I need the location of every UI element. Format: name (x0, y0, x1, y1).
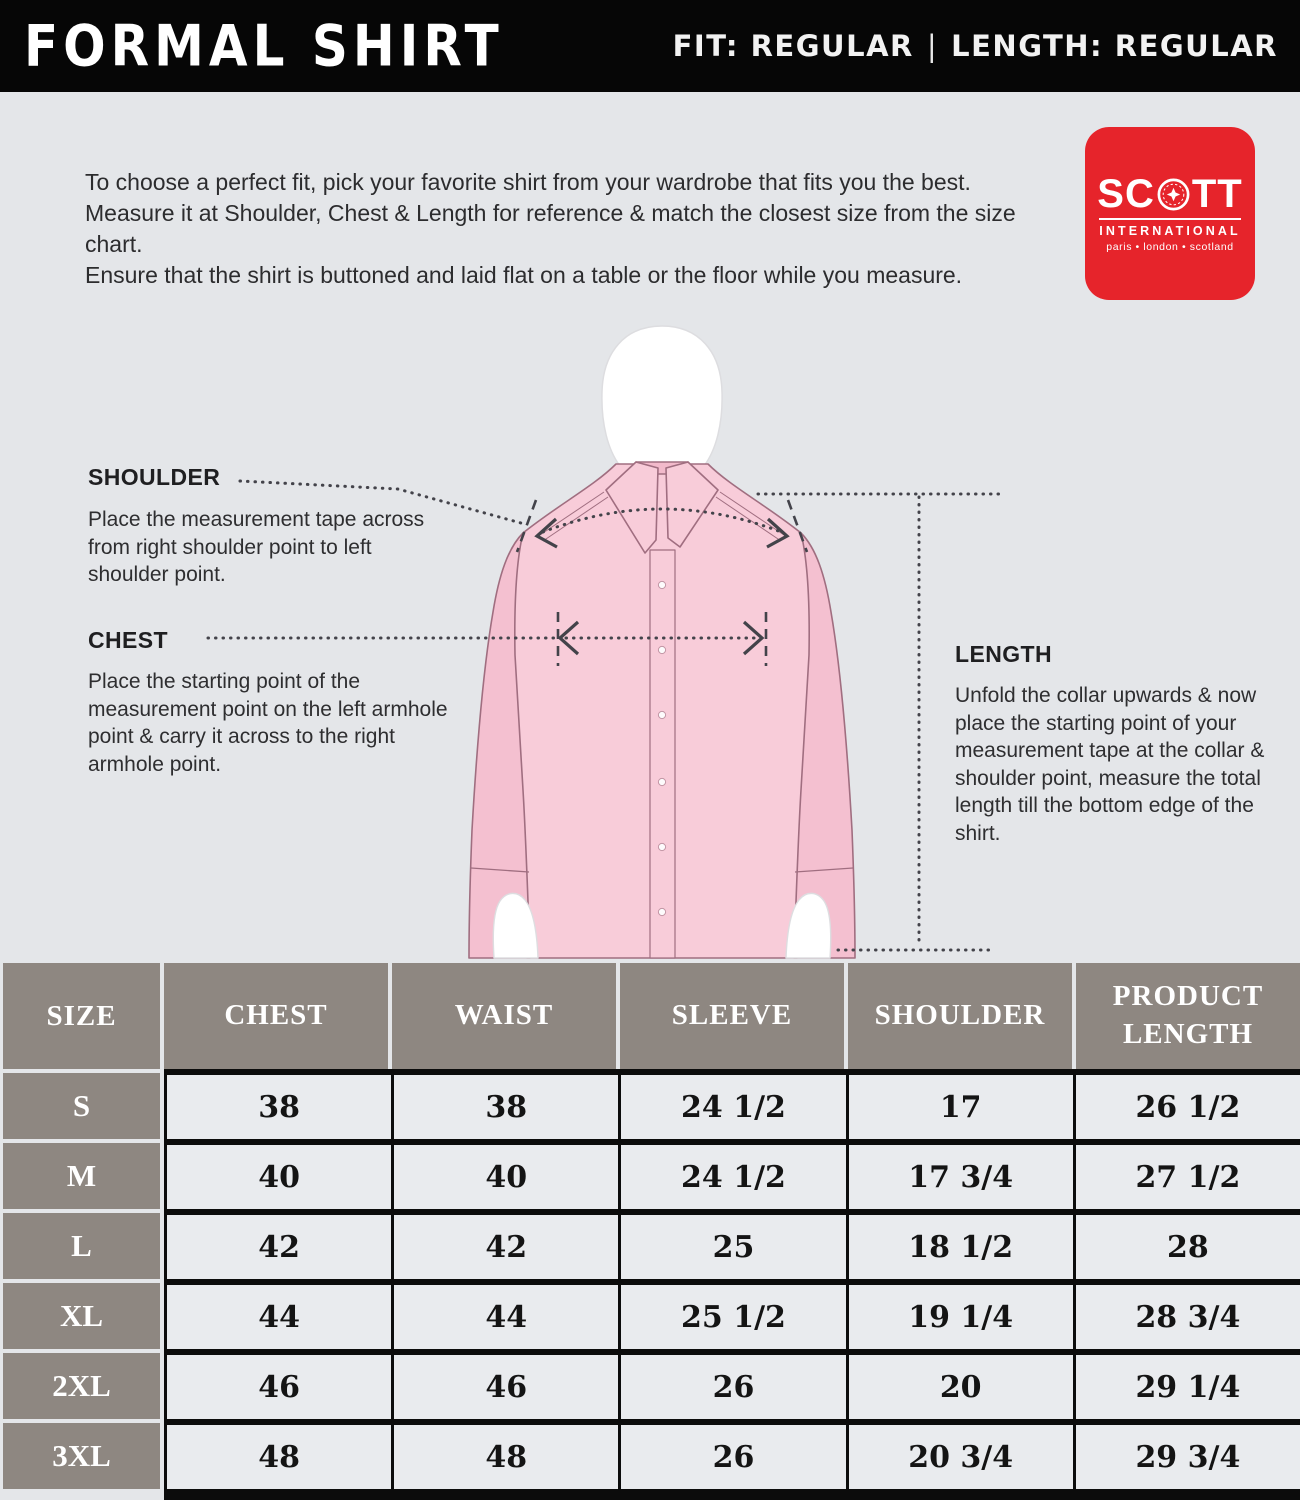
shoulder-section-description: Place the measurement tape across from right shoulder point to left shoulder point. (88, 508, 425, 586)
table-cell: 26 1/2 (1076, 1075, 1300, 1139)
table-body (164, 1069, 1300, 1500)
table-cell: 42 (394, 1215, 618, 1279)
table-cell: 28 3/4 (1076, 1285, 1300, 1349)
table-cell: 20 3/4 (849, 1425, 1073, 1489)
chest-section-title: CHEST (88, 627, 168, 653)
size-cell: M (3, 1143, 160, 1209)
table-cell: 24 1/2 (621, 1075, 845, 1139)
fit-label: FIT: REGULAR (672, 29, 914, 63)
table-cell: 29 1/4 (1076, 1355, 1300, 1419)
size-cell: 2XL (3, 1353, 160, 1419)
shirt-drawing (469, 462, 855, 958)
table-cell: 42 (167, 1215, 391, 1279)
table-cell: 24 1/2 (621, 1145, 845, 1209)
header-cell-waist: WAIST (392, 963, 616, 1069)
table-cell: 44 (394, 1285, 618, 1349)
table-cell: 48 (394, 1425, 618, 1489)
table-cell: 26 (621, 1425, 845, 1489)
table-cell: 44 (167, 1285, 391, 1349)
length-section-title: LENGTH (955, 641, 1052, 667)
size-cell: S (3, 1073, 160, 1139)
size-column (3, 963, 160, 1500)
size-cell: L (3, 1213, 160, 1279)
table-cell: 19 1/4 (849, 1285, 1073, 1349)
table-header-row (164, 963, 1300, 1069)
size-table (0, 963, 1300, 1500)
table-cell: 28 (1076, 1215, 1300, 1279)
table-cell: 29 3/4 (1076, 1425, 1300, 1489)
table-cell: 27 1/2 (1076, 1145, 1300, 1209)
table-cell: 40 (394, 1145, 618, 1209)
brand-tagline: paris • london • scotland (1106, 241, 1234, 253)
brand-post: TT (1191, 172, 1243, 216)
table-cell: 25 1/2 (621, 1285, 845, 1349)
top-bar (0, 0, 1300, 92)
header-cell-product-length: PRODUCT LENGTH (1076, 963, 1300, 1069)
brand-subtitle: INTERNATIONAL (1099, 218, 1240, 238)
page-title: FORMAL SHIRT (24, 12, 504, 80)
shoulder-section-title: SHOULDER (88, 464, 221, 490)
length-section-description: Unfold the collar upwards & now place the starting point of your measurement tape at the collar & shoulder point, measure the total length till the bottom edge of the shirt. (955, 684, 1265, 845)
fit-length-info (673, 29, 1278, 63)
table-cell: 38 (167, 1075, 391, 1139)
header-cell-shoulder: SHOULDER (848, 963, 1072, 1069)
table-cell: 25 (621, 1215, 845, 1279)
size-cell: 3XL (3, 1423, 160, 1489)
table-cell: 46 (167, 1355, 391, 1419)
table-cell: 48 (167, 1425, 391, 1489)
table-data-area (164, 963, 1300, 1500)
table-cell: 38 (394, 1075, 618, 1139)
header-cell-chest: CHEST (164, 963, 388, 1069)
table-cell: 40 (167, 1145, 391, 1209)
table-cell: 46 (394, 1355, 618, 1419)
table-cell: 26 (621, 1355, 845, 1419)
brand-pre: SC (1097, 172, 1155, 216)
header-cell-size: SIZE (3, 963, 160, 1069)
table-cell: 18 1/2 (849, 1215, 1073, 1279)
intro-paragraph-1: To choose a perfect fit, pick your favorite shirt from your wardrobe that fits you the best. Measure it at Shoulder, Chest & Length for reference & match the closest size from the size chart. (85, 169, 1016, 257)
size-cell: XL (3, 1283, 160, 1349)
header-cell-sleeve: SLEEVE (620, 963, 844, 1069)
chest-section-description: Place the starting point of the measurement point on the left armhole point & carry it across to the right armhole point. (88, 670, 448, 776)
table-cell: 17 (849, 1075, 1073, 1139)
separator: | (926, 29, 939, 63)
intro-paragraph-2: Ensure that the shirt is buttoned and laid flat on a table or the floor while you measure. (85, 262, 963, 288)
length-label: LENGTH: REGULAR (951, 29, 1278, 63)
table-cell: 20 (849, 1355, 1073, 1419)
table-cell: 17 3/4 (849, 1145, 1073, 1209)
